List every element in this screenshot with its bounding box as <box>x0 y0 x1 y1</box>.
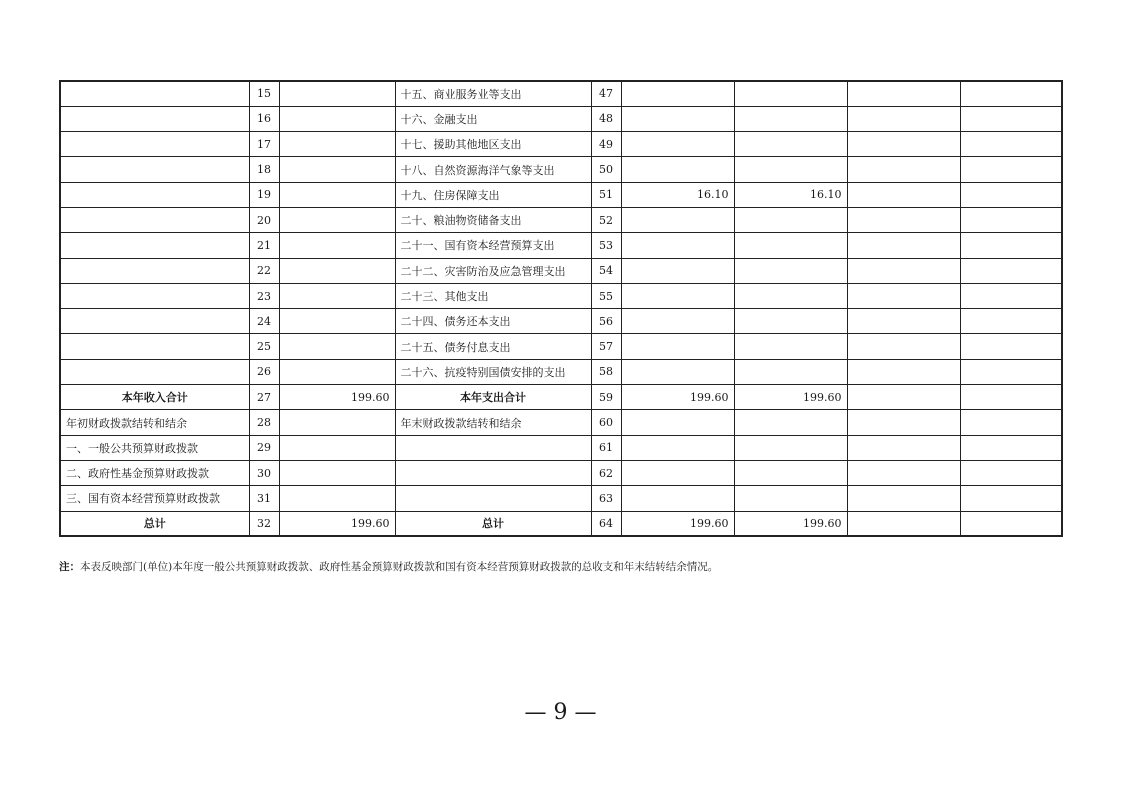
income-row-number: 19 <box>249 182 279 207</box>
expense-item-cell: 十六、金融支出 <box>395 106 591 131</box>
expense-total-cell: 199.60 <box>621 385 734 410</box>
table-row <box>60 258 1062 283</box>
fund-budget-cell <box>847 81 960 106</box>
income-row-number: 23 <box>249 283 279 308</box>
state-capital-cell <box>960 435 1062 460</box>
table-row <box>60 132 1062 157</box>
expense-total-cell <box>621 258 734 283</box>
income-row-number: 28 <box>249 410 279 435</box>
expense-item-cell <box>395 460 591 485</box>
expense-row-number: 47 <box>591 81 621 106</box>
state-capital-cell <box>960 334 1062 359</box>
fund-budget-cell <box>847 334 960 359</box>
expense-total-cell <box>621 233 734 258</box>
table-footnote <box>59 559 718 574</box>
income-item-cell <box>60 258 249 283</box>
page-number-dash-right: — <box>574 700 597 725</box>
page-number-dash-left: — <box>524 700 547 725</box>
expense-item-cell: 二十二、灾害防治及应急管理支出 <box>395 258 591 283</box>
income-item-cell <box>60 157 249 182</box>
income-item-cell <box>60 309 249 334</box>
fund-budget-cell <box>847 182 960 207</box>
table-row <box>60 283 1062 308</box>
expense-total-cell <box>621 283 734 308</box>
general-budget-cell <box>734 334 847 359</box>
expense-total-cell <box>621 334 734 359</box>
income-amount-cell <box>279 106 395 131</box>
income-amount-cell <box>279 410 395 435</box>
footnote-prefix: 注： <box>59 561 80 573</box>
expense-total-cell <box>621 460 734 485</box>
expense-item-cell: 本年支出合计 <box>395 385 591 410</box>
income-item-cell <box>60 207 249 232</box>
expense-item-cell: 二十五、债务付息支出 <box>395 334 591 359</box>
state-capital-cell <box>960 207 1062 232</box>
fund-budget-cell <box>847 258 960 283</box>
table-row <box>60 460 1062 485</box>
expense-item-cell: 十五、商业服务业等支出 <box>395 81 591 106</box>
table-row <box>60 511 1062 536</box>
expense-total-cell: 16.10 <box>621 182 734 207</box>
expense-total-cell <box>621 410 734 435</box>
income-item-cell <box>60 182 249 207</box>
income-item-cell: 二、政府性基金预算财政拨款 <box>60 460 249 485</box>
table-row <box>60 207 1062 232</box>
expense-item-cell: 二十四、债务还本支出 <box>395 309 591 334</box>
table-row <box>60 334 1062 359</box>
expense-item-cell: 十八、自然资源海洋气象等支出 <box>395 157 591 182</box>
income-amount-cell <box>279 81 395 106</box>
income-row-number: 21 <box>249 233 279 258</box>
expense-row-number: 63 <box>591 486 621 511</box>
expense-total-cell <box>621 132 734 157</box>
income-amount-cell <box>279 283 395 308</box>
income-amount-cell <box>279 157 395 182</box>
fund-budget-cell <box>847 106 960 131</box>
income-amount-cell: 199.60 <box>279 511 395 536</box>
state-capital-cell <box>960 460 1062 485</box>
state-capital-cell <box>960 309 1062 334</box>
state-capital-cell <box>960 511 1062 536</box>
income-amount-cell <box>279 460 395 485</box>
state-capital-cell <box>960 385 1062 410</box>
fund-budget-cell <box>847 283 960 308</box>
income-amount-cell: 199.60 <box>279 385 395 410</box>
income-row-number: 26 <box>249 359 279 384</box>
general-budget-cell <box>734 157 847 182</box>
state-capital-cell <box>960 182 1062 207</box>
table-row <box>60 410 1062 435</box>
state-capital-cell <box>960 132 1062 157</box>
state-capital-cell <box>960 486 1062 511</box>
general-budget-cell <box>734 258 847 283</box>
income-item-cell: 总计 <box>60 511 249 536</box>
general-budget-cell <box>734 359 847 384</box>
table-row <box>60 182 1062 207</box>
expense-item-cell: 年末财政拨款结转和结余 <box>395 410 591 435</box>
fund-budget-cell <box>847 207 960 232</box>
income-amount-cell <box>279 233 395 258</box>
table-row <box>60 233 1062 258</box>
income-row-number: 32 <box>249 511 279 536</box>
expense-item-cell: 二十三、其他支出 <box>395 283 591 308</box>
budget-table <box>59 80 1063 537</box>
table-row <box>60 435 1062 460</box>
general-budget-cell <box>734 233 847 258</box>
expense-row-number: 61 <box>591 435 621 460</box>
fund-budget-cell <box>847 385 960 410</box>
fund-budget-cell <box>847 157 960 182</box>
general-budget-cell <box>734 106 847 131</box>
state-capital-cell <box>960 258 1062 283</box>
general-budget-cell <box>734 410 847 435</box>
income-row-number: 29 <box>249 435 279 460</box>
general-budget-cell: 16.10 <box>734 182 847 207</box>
income-row-number: 20 <box>249 207 279 232</box>
income-item-cell: 本年收入合计 <box>60 385 249 410</box>
table-row <box>60 359 1062 384</box>
expense-row-number: 56 <box>591 309 621 334</box>
expense-total-cell <box>621 81 734 106</box>
income-amount-cell <box>279 207 395 232</box>
income-amount-cell <box>279 182 395 207</box>
income-row-number: 30 <box>249 460 279 485</box>
general-budget-cell <box>734 486 847 511</box>
fund-budget-cell <box>847 460 960 485</box>
fund-budget-cell <box>847 410 960 435</box>
expense-row-number: 58 <box>591 359 621 384</box>
table-row <box>60 309 1062 334</box>
income-row-number: 17 <box>249 132 279 157</box>
income-item-cell <box>60 106 249 131</box>
expense-total-cell <box>621 435 734 460</box>
expense-item-cell <box>395 435 591 460</box>
state-capital-cell <box>960 81 1062 106</box>
expense-total-cell: 199.60 <box>621 511 734 536</box>
expense-row-number: 53 <box>591 233 621 258</box>
income-item-cell: 三、国有资本经营预算财政拨款 <box>60 486 249 511</box>
general-budget-cell <box>734 309 847 334</box>
general-budget-cell <box>734 81 847 106</box>
income-row-number: 24 <box>249 309 279 334</box>
general-budget-cell <box>734 283 847 308</box>
general-budget-cell: 199.60 <box>734 511 847 536</box>
fund-budget-cell <box>847 359 960 384</box>
expense-item-cell: 二十、粮油物资储备支出 <box>395 207 591 232</box>
state-capital-cell <box>960 233 1062 258</box>
table-body <box>60 81 1062 536</box>
fund-budget-cell <box>847 132 960 157</box>
expense-row-number: 51 <box>591 182 621 207</box>
expense-total-cell <box>621 309 734 334</box>
income-amount-cell <box>279 435 395 460</box>
fund-budget-cell <box>847 309 960 334</box>
income-amount-cell <box>279 486 395 511</box>
expense-row-number: 62 <box>591 460 621 485</box>
income-item-cell <box>60 359 249 384</box>
expense-item-cell: 十七、援助其他地区支出 <box>395 132 591 157</box>
table-row <box>60 106 1062 131</box>
state-capital-cell <box>960 157 1062 182</box>
income-amount-cell <box>279 258 395 283</box>
general-budget-cell <box>734 435 847 460</box>
page-number-value: 9 <box>553 700 568 725</box>
footnote-text: 本表反映部门(单位)本年度一般公共预算财政拨款、政府性基金预算财政拨款和国有资本经营预算财政拨款的总收支和年末结转结余情况。 <box>80 561 719 573</box>
income-row-number: 16 <box>249 106 279 131</box>
income-row-number: 31 <box>249 486 279 511</box>
expense-row-number: 57 <box>591 334 621 359</box>
income-amount-cell <box>279 359 395 384</box>
general-budget-cell: 199.60 <box>734 385 847 410</box>
income-row-number: 18 <box>249 157 279 182</box>
general-budget-cell <box>734 132 847 157</box>
fund-budget-cell <box>847 511 960 536</box>
table-row <box>60 81 1062 106</box>
expense-total-cell <box>621 486 734 511</box>
income-item-cell <box>60 132 249 157</box>
income-item-cell: 一、一般公共预算财政拨款 <box>60 435 249 460</box>
expense-total-cell <box>621 359 734 384</box>
expense-row-number: 55 <box>591 283 621 308</box>
expense-item-cell: 二十一、国有资本经营预算支出 <box>395 233 591 258</box>
expense-item-cell: 总计 <box>395 511 591 536</box>
expense-total-cell <box>621 207 734 232</box>
income-row-number: 15 <box>249 81 279 106</box>
income-row-number: 22 <box>249 258 279 283</box>
fund-budget-cell <box>847 486 960 511</box>
fund-budget-cell <box>847 435 960 460</box>
table-row <box>60 486 1062 511</box>
income-amount-cell <box>279 132 395 157</box>
expense-row-number: 52 <box>591 207 621 232</box>
income-item-cell <box>60 233 249 258</box>
fund-budget-cell <box>847 233 960 258</box>
expense-item-cell <box>395 486 591 511</box>
income-row-number: 27 <box>249 385 279 410</box>
expense-total-cell <box>621 157 734 182</box>
expense-item-cell: 二十六、抗疫特别国债安排的支出 <box>395 359 591 384</box>
income-item-cell <box>60 81 249 106</box>
income-row-number: 25 <box>249 334 279 359</box>
expense-total-cell <box>621 106 734 131</box>
expense-row-number: 49 <box>591 132 621 157</box>
expense-row-number: 54 <box>591 258 621 283</box>
expense-item-cell: 十九、住房保障支出 <box>395 182 591 207</box>
general-budget-cell <box>734 207 847 232</box>
general-budget-cell <box>734 460 847 485</box>
expense-row-number: 59 <box>591 385 621 410</box>
table-row <box>60 385 1062 410</box>
state-capital-cell <box>960 106 1062 131</box>
income-item-cell: 年初财政拨款结转和结余 <box>60 410 249 435</box>
page-number <box>0 700 1121 725</box>
state-capital-cell <box>960 283 1062 308</box>
expense-row-number: 48 <box>591 106 621 131</box>
income-item-cell <box>60 283 249 308</box>
income-item-cell <box>60 334 249 359</box>
state-capital-cell <box>960 359 1062 384</box>
income-amount-cell <box>279 334 395 359</box>
state-capital-cell <box>960 410 1062 435</box>
expense-row-number: 64 <box>591 511 621 536</box>
expense-row-number: 50 <box>591 157 621 182</box>
expense-row-number: 60 <box>591 410 621 435</box>
table-row <box>60 157 1062 182</box>
income-amount-cell <box>279 309 395 334</box>
